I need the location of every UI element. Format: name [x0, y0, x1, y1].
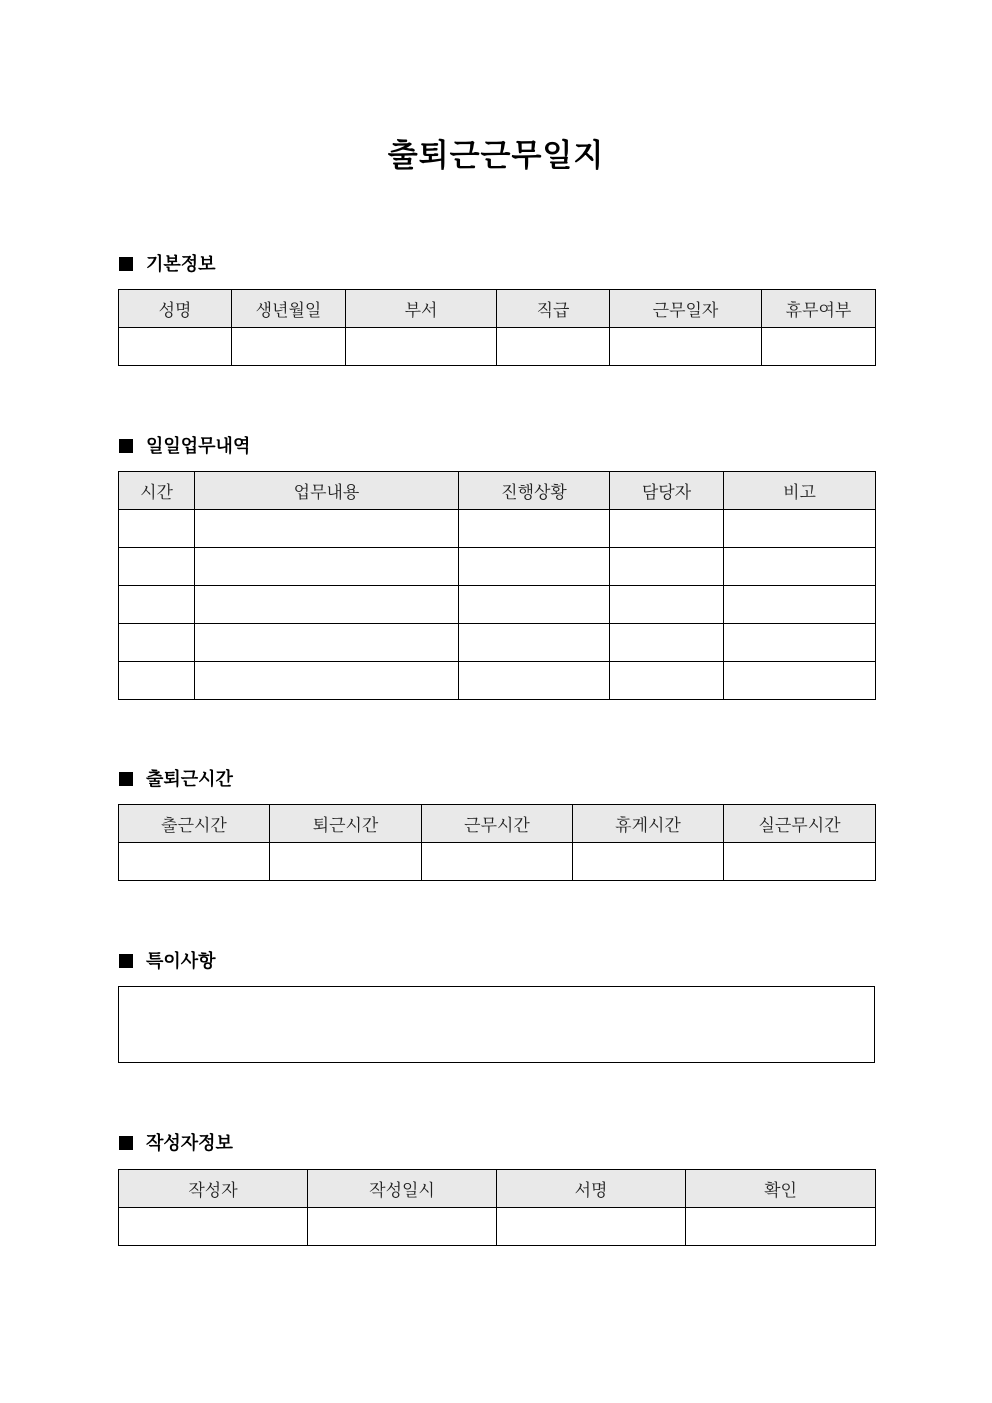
clock-out-cell[interactable] [270, 843, 422, 881]
time-cell[interactable] [119, 586, 195, 624]
table-header-row [119, 805, 876, 843]
column-header: 생년월일 [232, 290, 346, 328]
assignee-cell[interactable] [610, 624, 724, 662]
table-row [119, 548, 876, 586]
column-header: 진행상황 [459, 472, 610, 510]
square-bullet-icon [119, 439, 133, 453]
column-header: 직급 [497, 290, 610, 328]
table-row [119, 624, 876, 662]
clock-in-cell[interactable] [119, 843, 270, 881]
column-header: 근무시간 [422, 805, 573, 843]
column-header: 근무일자 [610, 290, 762, 328]
progress-cell[interactable] [459, 662, 610, 700]
progress-cell[interactable] [459, 510, 610, 548]
table-header-row [119, 290, 876, 328]
section-heading-label: 일일업무내역 [146, 436, 251, 457]
work-hours-cell[interactable] [422, 843, 573, 881]
square-bullet-icon [119, 1136, 133, 1150]
column-header: 성명 [119, 290, 232, 328]
section-heading-label: 기본정보 [146, 254, 216, 275]
table-row [119, 843, 876, 881]
task-content-cell[interactable] [195, 586, 459, 624]
confirmation-cell[interactable] [686, 1208, 876, 1246]
writer-info-table [118, 1169, 876, 1246]
name-cell[interactable] [119, 328, 232, 366]
section-heading-label: 작성자정보 [146, 1133, 233, 1154]
time-cell[interactable] [119, 510, 195, 548]
column-header: 작성일시 [308, 1170, 497, 1208]
section-heading-basic-info [119, 253, 216, 277]
daily-tasks-table [118, 471, 876, 700]
square-bullet-icon [119, 954, 133, 968]
column-header: 비고 [724, 472, 876, 510]
section-heading-daily-tasks [119, 435, 250, 459]
task-content-cell[interactable] [195, 510, 459, 548]
time-cell[interactable] [119, 662, 195, 700]
position-cell[interactable] [497, 328, 610, 366]
column-header: 작성자 [119, 1170, 308, 1208]
section-heading-notes [119, 950, 216, 974]
progress-cell[interactable] [459, 624, 610, 662]
document-title: 출퇴근근무일지 [387, 138, 605, 174]
column-header: 업무내용 [195, 472, 459, 510]
attendance-table [118, 804, 876, 881]
notes-box[interactable] [118, 986, 875, 1063]
task-content-cell[interactable] [195, 548, 459, 586]
assignee-cell[interactable] [610, 586, 724, 624]
remarks-cell[interactable] [724, 624, 876, 662]
column-header: 휴게시간 [573, 805, 724, 843]
table-row [119, 662, 876, 700]
assignee-cell[interactable] [610, 662, 724, 700]
day-off-cell[interactable] [762, 328, 876, 366]
square-bullet-icon [119, 772, 133, 786]
time-cell[interactable] [119, 548, 195, 586]
column-header: 퇴근시간 [270, 805, 422, 843]
column-header: 확인 [686, 1170, 876, 1208]
table-row [119, 586, 876, 624]
remarks-cell[interactable] [724, 510, 876, 548]
section-heading-label: 출퇴근시간 [146, 769, 233, 790]
writer-cell[interactable] [119, 1208, 308, 1246]
basic-info-table [118, 289, 876, 366]
table-row [119, 1208, 876, 1246]
table-row [119, 328, 876, 366]
column-header: 부서 [346, 290, 497, 328]
remarks-cell[interactable] [724, 548, 876, 586]
time-cell[interactable] [119, 624, 195, 662]
column-header: 실근무시간 [724, 805, 876, 843]
remarks-cell[interactable] [724, 662, 876, 700]
table-row [119, 510, 876, 548]
column-header: 시간 [119, 472, 195, 510]
work-date-cell[interactable] [610, 328, 762, 366]
column-header: 서명 [497, 1170, 686, 1208]
column-header: 담당자 [610, 472, 724, 510]
progress-cell[interactable] [459, 586, 610, 624]
table-header-row [119, 1170, 876, 1208]
assignee-cell[interactable] [610, 510, 724, 548]
column-header: 출근시간 [119, 805, 270, 843]
section-heading-attendance [119, 768, 233, 792]
task-content-cell[interactable] [195, 662, 459, 700]
department-cell[interactable] [346, 328, 497, 366]
signature-cell[interactable] [497, 1208, 686, 1246]
assignee-cell[interactable] [610, 548, 724, 586]
square-bullet-icon [119, 257, 133, 271]
progress-cell[interactable] [459, 548, 610, 586]
task-content-cell[interactable] [195, 624, 459, 662]
actual-work-hours-cell[interactable] [724, 843, 876, 881]
section-heading-writer [119, 1132, 233, 1156]
break-time-cell[interactable] [573, 843, 724, 881]
section-heading-label: 특이사항 [146, 951, 216, 972]
table-header-row [119, 472, 876, 510]
remarks-cell[interactable] [724, 586, 876, 624]
column-header: 휴무여부 [762, 290, 876, 328]
written-datetime-cell[interactable] [308, 1208, 497, 1246]
birthdate-cell[interactable] [232, 328, 346, 366]
